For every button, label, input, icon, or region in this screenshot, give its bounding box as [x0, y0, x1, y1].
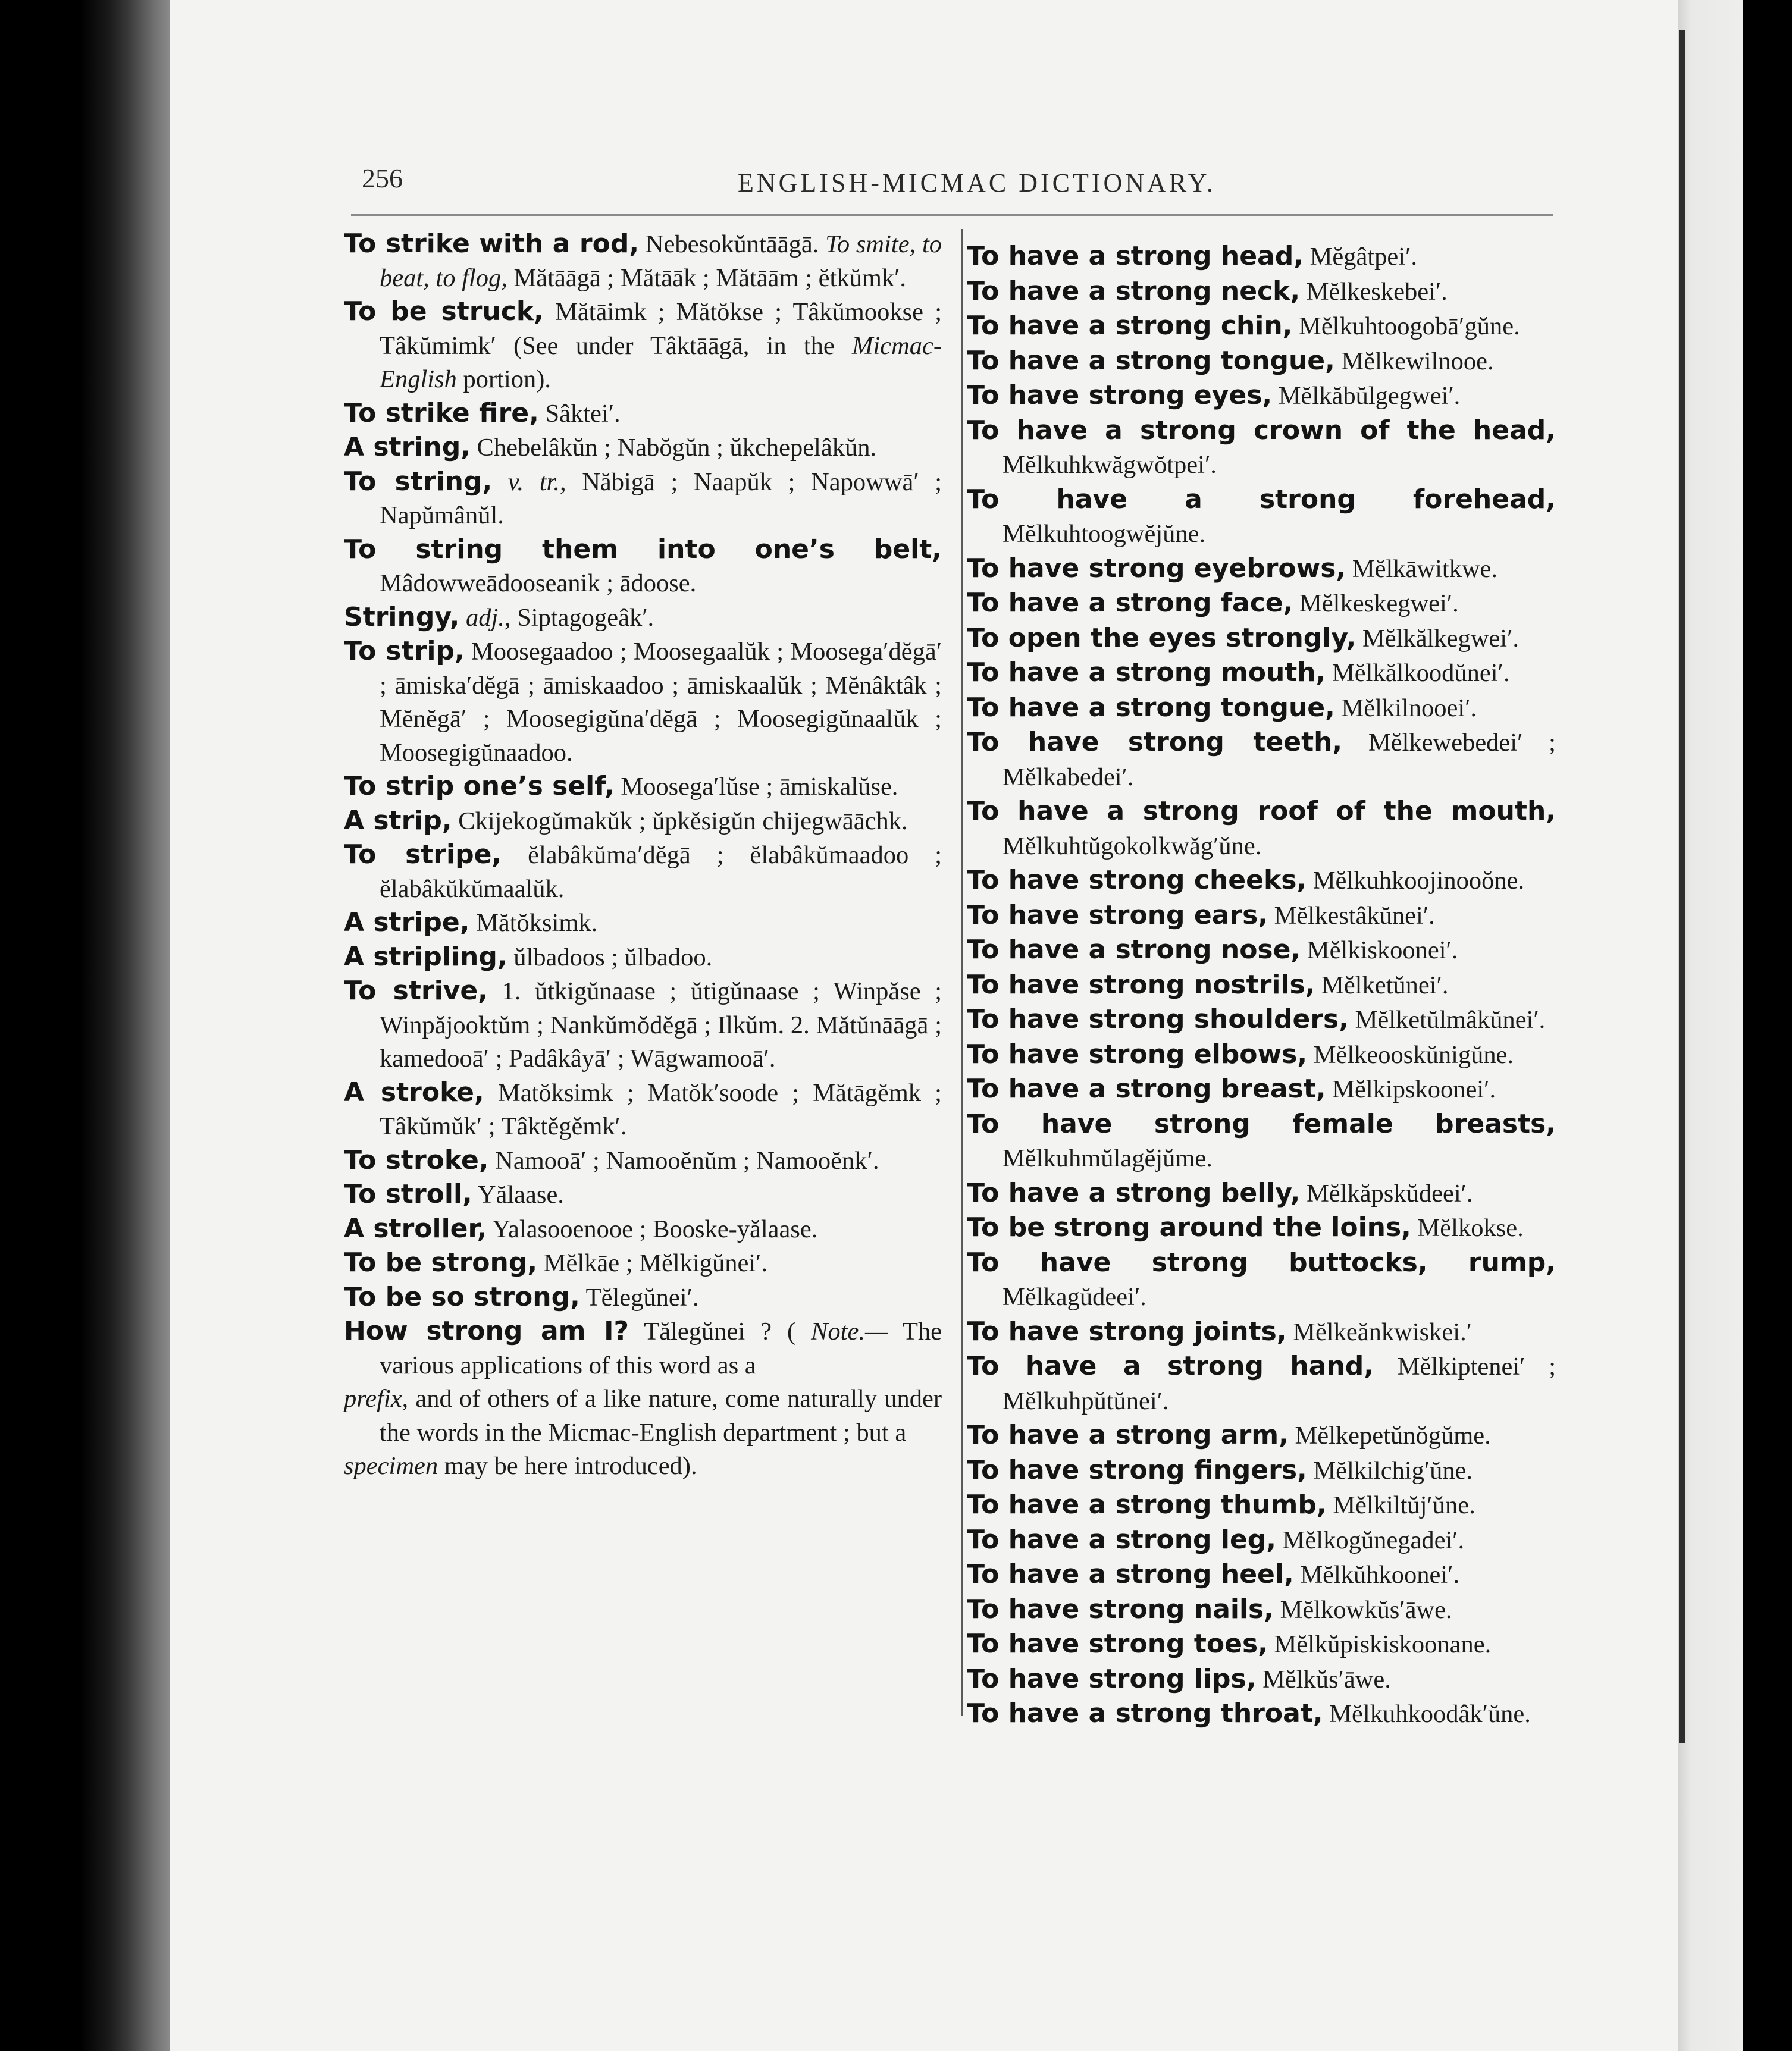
entry-definition: Mĕlkuhkoodâk′ŭne.	[1329, 1700, 1531, 1728]
dictionary-entry	[967, 1072, 1556, 1107]
dictionary-entry	[344, 601, 942, 635]
entry-definition: Mĕlkiskoonei′.	[1307, 936, 1458, 964]
facing-page-rule	[1679, 30, 1685, 1743]
entry-definition: Mĕlkuhkoojinooŏne.	[1312, 867, 1525, 895]
entry-definition: Matŏksimk ; Matŏk′soode ; Mătāgĕmk ; Tâkŭmŭk′ ; Tâktĕgĕmk′.	[380, 1078, 942, 1140]
entry-definition-cont: Năbigā ; Naapŭk ; Napowwā′ ; Napŭmânŭl.	[380, 468, 942, 529]
entry-headword: To stroll,	[344, 1179, 472, 1209]
entry-headword: To have a strong mouth,	[967, 657, 1326, 688]
dictionary-entry	[344, 465, 942, 533]
dictionary-entry	[967, 1696, 1556, 1732]
facing-page-edge	[1678, 0, 1743, 2051]
entry-definition: Mĕlkuhtŭgokolkwăg′ŭne.	[1002, 832, 1262, 860]
entry-definition: Mĕlkŭs′āwe.	[1262, 1665, 1391, 1694]
page-number: 256	[362, 163, 403, 193]
dictionary-entry	[967, 1662, 1556, 1697]
entry-headword: To strip,	[344, 636, 465, 666]
entry-definition: Mĕlketŭlmâkŭnei′.	[1355, 1006, 1546, 1034]
dictionary-entry	[967, 1315, 1556, 1350]
entry-definition: Mĕlkălkoodŭnei′.	[1332, 659, 1510, 687]
entry-headword: To have strong joints,	[967, 1316, 1287, 1347]
dictionary-entry	[344, 1076, 942, 1144]
entry-headword: To have a strong face,	[967, 588, 1293, 618]
entry-definition-cont: may be here introduced).	[444, 1452, 697, 1480]
entry-headword: To have strong ears,	[967, 899, 1268, 930]
entry-definition: Mĕlkuhkwăgwŏtpei′.	[1002, 451, 1217, 479]
dictionary-entry	[344, 770, 942, 804]
dictionary-entry	[967, 413, 1556, 482]
entry-headword: Stringy,	[344, 601, 460, 632]
entry-headword: To have a strong chin,	[967, 311, 1293, 341]
entry-headword: To have a strong forehead,	[967, 484, 1556, 515]
entry-definition: Mĕlkowkŭs′āwe.	[1280, 1595, 1452, 1624]
dictionary-entry	[344, 1450, 942, 1484]
entry-definition: Mĕlkeskebei′.	[1306, 277, 1448, 306]
entry-definition: Mĕlkilchig′ŭne.	[1313, 1456, 1473, 1485]
dictionary-entry	[967, 1210, 1556, 1246]
entry-headword: To stripe,	[344, 839, 502, 870]
entry-definition: Chebelâkŭn ; Nabŏgŭn ; ŭkchepelâkŭn.	[477, 434, 877, 462]
entry-italic: To smite, to beat, to flog,	[380, 230, 942, 292]
dictionary-entry	[967, 1349, 1556, 1418]
dictionary-entry	[344, 1281, 942, 1315]
entry-headword: To be strong,	[344, 1247, 538, 1278]
entry-definition: Mĕlkokse.	[1417, 1214, 1524, 1242]
entry-definition: Mĕlkăbŭlgegwei′.	[1278, 382, 1461, 410]
entry-headword: To have a strong arm,	[967, 1420, 1289, 1450]
entry-headword: To have a strong thumb,	[967, 1489, 1327, 1520]
entry-headword: To have strong toes,	[967, 1629, 1268, 1659]
dictionary-entry	[967, 621, 1556, 656]
entry-headword: To have strong eyes,	[967, 380, 1273, 410]
dictionary-entry	[967, 1592, 1556, 1627]
entry-headword: To have a strong roof of the mouth,	[967, 796, 1556, 826]
dictionary-entry	[967, 1246, 1556, 1315]
entry-headword: To open the eyes strongly,	[967, 622, 1356, 653]
entry-definition: Moosegaadoo ; Moosegaalŭk ; Moosega′dĕgā′ ; āmiska′dĕgā ; āmiskaadoo ; āmiskaalŭk ; Mĕnâktâk ; Mĕnĕgā′ ; Moosegigŭna′dĕgā ; Moosegigŭnaalŭk ; Moosegigŭnaadoo.	[380, 638, 942, 767]
right-column	[967, 239, 1556, 1732]
dictionary-entry	[967, 239, 1556, 274]
dictionary-entry	[967, 1176, 1556, 1211]
entry-italic: adj.,	[465, 603, 511, 632]
running-head: ENGLISH-MICMAC DICTIONARY.	[738, 168, 1216, 197]
entry-headword: To have a strong head,	[967, 241, 1304, 271]
entry-headword: To strike fire,	[344, 397, 539, 428]
entry-definition: Mĕlkepetŭnŏgŭme.	[1295, 1422, 1491, 1450]
entry-headword: A stroke,	[344, 1077, 484, 1108]
entry-definition: Mĕlkăpskŭdeei′.	[1306, 1179, 1473, 1208]
entry-definition: ĕlabâkŭma′dĕgā ; ĕlabâkŭmaadoo ; ĕlabâkŭkŭmaalŭk.	[380, 841, 942, 903]
dictionary-entry	[344, 1178, 942, 1212]
dictionary-entry	[967, 1037, 1556, 1072]
entry-italic: prefix,	[344, 1385, 409, 1413]
column-divider	[961, 229, 963, 1716]
left-column	[344, 227, 942, 1484]
entry-definition: Mĕlkuhmŭlagĕjŭme.	[1002, 1144, 1213, 1172]
dictionary-entry	[967, 933, 1556, 968]
entry-definition: Mĕlketŭnei′.	[1321, 971, 1449, 999]
dictionary-entry	[967, 378, 1556, 413]
entry-definition: Moosega′lŭse ; āmiskalŭse.	[621, 773, 898, 801]
entry-definition: Namooā′ ; Namooĕnŭm ; Namooĕnk′.	[495, 1146, 879, 1175]
entry-definition: ŭlbadoos ; ŭlbadoo.	[513, 943, 713, 971]
entry-headword: A strip,	[344, 805, 452, 836]
dictionary-entry	[344, 940, 942, 975]
dictionary-entry	[967, 794, 1556, 863]
dictionary-entry	[967, 1488, 1556, 1523]
entry-headword: To have a strong nose,	[967, 934, 1301, 965]
dictionary-entry	[344, 1144, 942, 1178]
dictionary-entry	[967, 898, 1556, 933]
dictionary-entry	[344, 906, 942, 940]
dictionary-entry	[344, 804, 942, 839]
entry-italic: Note.—	[811, 1318, 888, 1346]
entry-headword: To strike with a rod,	[344, 228, 640, 259]
entry-headword: To stroke,	[344, 1144, 489, 1175]
entry-definition: Mĕlkuhtoogwĕjŭne.	[1002, 520, 1206, 548]
entry-definition: Mĕlkewebedei′ ; Mĕlkabedei′.	[1002, 729, 1556, 791]
entry-definition: Mĕlkāwitkwe.	[1352, 554, 1498, 583]
entry-definition-cont: Siptagogeâk′.	[517, 603, 654, 632]
dictionary-entry	[967, 725, 1556, 794]
entry-definition: Mĕlkiptenei′ ; Mĕlkuhpŭtŭnei′.	[1002, 1353, 1556, 1415]
entry-definition: Mĕlkestâkŭnei′.	[1274, 901, 1435, 930]
dictionary-entry	[344, 397, 942, 431]
entry-definition: Mĕlkilnooei′.	[1341, 694, 1477, 722]
entry-definition-cont: Mătāāgā ; Mătāāk ; Mătāām ; ĕtkŭmk′.	[513, 264, 907, 292]
entry-headword: To be strong around the loins,	[967, 1212, 1411, 1243]
entry-headword: A stroller,	[344, 1213, 487, 1244]
entry-headword: To have a strong crown of the head,	[967, 415, 1556, 446]
entry-definition: Mĕlkiltŭj′ŭne.	[1333, 1491, 1475, 1519]
dictionary-entry	[967, 863, 1556, 898]
dictionary-entry	[344, 1212, 942, 1247]
entry-definition-cont: The various applications of this word as a	[380, 1318, 942, 1379]
entry-definition: Mĕlkuhtoogobā′gŭne.	[1299, 312, 1520, 340]
dictionary-entry	[967, 691, 1556, 726]
entry-definition-cont: portion).	[463, 365, 552, 393]
dictionary-entry	[967, 344, 1556, 379]
dictionary-entry	[967, 274, 1556, 309]
dictionary-entry	[967, 1418, 1556, 1453]
entry-headword: A stripling,	[344, 941, 507, 972]
dictionary-entry	[967, 656, 1556, 691]
dictionary-entry	[967, 586, 1556, 621]
dictionary-entry	[344, 533, 942, 601]
entry-headword: To string,	[344, 466, 493, 497]
entry-headword: A stripe,	[344, 907, 470, 937]
entry-definition: Yălaase.	[477, 1181, 564, 1209]
entry-definition: Mĕlkewilnooe.	[1341, 347, 1494, 375]
entry-headword: To strip one’s self,	[344, 771, 615, 801]
entry-headword: To have a strong neck,	[967, 275, 1301, 306]
entry-definition: Tălegŭnei ? (	[644, 1318, 796, 1346]
entry-definition-cont: and of others of a like nature, come naturally under the words in the Micmac-English department ; but a	[380, 1385, 942, 1447]
entry-definition: Nebesokŭntāāgā.	[645, 230, 819, 258]
entry-definition: Ckijekogŭmakŭk ; ŭpkĕsigŭn chijegwāāchk.	[458, 807, 908, 835]
entry-headword: To have a strong heel,	[967, 1559, 1294, 1589]
dictionary-entry	[967, 482, 1556, 551]
entry-headword: To have strong cheeks,	[967, 865, 1307, 895]
entry-headword: To be so strong,	[344, 1281, 580, 1312]
entry-headword: To have a strong hand,	[967, 1351, 1374, 1381]
dictionary-entry	[344, 295, 942, 397]
entry-definition: Mĕgâtpei′.	[1309, 243, 1417, 271]
dictionary-entry	[967, 1107, 1556, 1176]
dictionary-entry	[967, 1627, 1556, 1662]
entry-headword: To string them into one’s belt,	[344, 534, 942, 565]
entry-headword: To have strong nostrils,	[967, 969, 1315, 1000]
dictionary-entry	[344, 1382, 942, 1450]
entry-definition: Mĕlkeănkwiskei.′	[1293, 1318, 1472, 1346]
entry-definition: Mĕlkogŭnegadei′.	[1282, 1526, 1465, 1554]
dictionary-entry	[344, 227, 942, 295]
entry-definition: Sâktei′.	[545, 399, 621, 428]
dictionary-entry	[344, 431, 942, 465]
entry-definition: Mĕlkeooskŭnigŭne.	[1313, 1040, 1514, 1069]
entry-headword: To have strong buttocks, rump,	[967, 1247, 1556, 1278]
entry-definition: Mĕlkipskoonei′.	[1332, 1075, 1496, 1103]
dictionary-entry	[967, 551, 1556, 587]
entry-headword: A string,	[344, 432, 471, 462]
dictionary-entry	[344, 838, 942, 906]
dictionary-entry	[344, 974, 942, 1076]
entry-definition: Mĕlkŭhkoonei′.	[1300, 1561, 1460, 1589]
entry-headword: To have a strong tongue,	[967, 692, 1335, 723]
dictionary-entry	[967, 1523, 1556, 1558]
dictionary-entry	[967, 309, 1556, 344]
entry-headword: To have strong fingers,	[967, 1454, 1307, 1485]
entry-headword: To have strong elbows,	[967, 1039, 1308, 1070]
entry-italic: v. tr.,	[507, 468, 566, 496]
entry-headword: How strong am I?	[344, 1316, 629, 1346]
entry-definition: Tĕlegŭnei′.	[585, 1283, 699, 1312]
entry-italic: specimen	[344, 1452, 438, 1480]
dictionary-entry	[344, 1246, 942, 1281]
dictionary-entry	[344, 635, 942, 770]
entry-headword: To have a strong breast,	[967, 1074, 1326, 1104]
entry-definition: Mâdowweādooseanik ; ādoose.	[380, 569, 697, 597]
entry-definition: Mĕlkeskegwei′.	[1299, 589, 1459, 617]
entry-definition: Mĕlkagŭdeei′.	[1002, 1283, 1146, 1311]
entry-headword: To have strong shoulders,	[967, 1004, 1349, 1034]
entry-headword: To have strong teeth,	[967, 727, 1343, 757]
entry-definition: Mĕlkāe ; Mĕlkigŭnei′.	[543, 1249, 768, 1277]
entry-headword: To strive,	[344, 976, 488, 1006]
entry-headword: To have strong eyebrows,	[967, 553, 1346, 584]
entry-definition: Yalasooenooe ; Booske-yălaase.	[492, 1215, 818, 1243]
entry-headword: To have a strong tongue,	[967, 345, 1335, 376]
dictionary-entry	[967, 968, 1556, 1003]
header-rule	[351, 214, 1553, 216]
entry-definition: 1. ŭtkigŭnaase ; ŭtigŭnaase ; Winpăse ; Winpăjooktŭm ; Nankŭmŏdĕgā ; Ilkŭm. 2. Mătŭnāāgā ; kamedooā′ ; Padâkâyā′ ; Wāgwamooā′.	[380, 977, 942, 1072]
book-spine-shadow	[0, 0, 178, 2051]
entry-definition: Mătŏksimk.	[476, 909, 598, 937]
entry-definition: Mĕlkŭpiskiskoonane.	[1274, 1630, 1492, 1658]
entry-headword: To have a strong throat,	[967, 1698, 1323, 1729]
entry-headword: To have strong female breasts,	[967, 1108, 1556, 1139]
dictionary-entry	[967, 1453, 1556, 1488]
entry-headword: To have a strong belly,	[967, 1177, 1301, 1208]
entry-definition: Mĕlkălkegwei′.	[1362, 624, 1520, 653]
dictionary-entry	[967, 1002, 1556, 1037]
entry-definition: Mătāimk ; Mătŏkse ; Tâkŭmookse ; Tâkŭmimk′ (See under Tâktāāgā, in the	[380, 298, 942, 360]
entry-headword: To have strong lips,	[967, 1663, 1257, 1694]
entry-headword: To have strong nails,	[967, 1594, 1274, 1625]
entry-headword: To be struck,	[344, 296, 544, 327]
entry-headword: To have a strong leg,	[967, 1524, 1277, 1555]
dictionary-entry	[344, 1315, 942, 1382]
entry-italic: Micmac-English	[380, 331, 942, 393]
dictionary-entry	[967, 1557, 1556, 1592]
